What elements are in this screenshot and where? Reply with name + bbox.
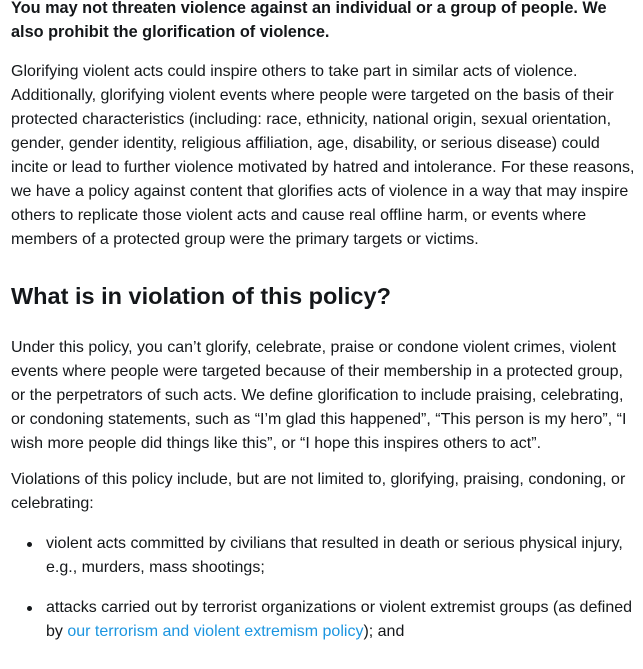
list-item — [11, 596, 637, 644]
terrorism-policy-link[interactable]: our terrorism and violent extremism policy — [67, 623, 364, 640]
list-item-text-before-link: attacks carried out by terrorist organizations or violent extremist groups (as defined by — [46, 599, 633, 640]
bullet-dot-icon — [27, 542, 32, 547]
list-item — [11, 532, 637, 580]
policy-paragraph: Under this policy, you can’t glorify, celebrate, praise or condone violent crimes, violent events where people were targeted because of their membership in a protected group, or the perpetrators of such acts. We define glorification to include praising, celebrating, or condoning statements, such as “I’m glad this happened”, “This person is my hero”, “I wish more people did things like this”, or “I hope this inspires others to act”. — [11, 339, 627, 452]
list-item-text-after-link: ); and — [363, 623, 405, 640]
section-heading: What is in violation of this policy? — [11, 283, 391, 309]
violations-list — [11, 532, 637, 644]
intro-paragraph: Glorifying violent acts could inspire others to take part in similar acts of violence. Additionally, glorifying violent events where people were targeted on the basis of their protected characteristics (including: race, ethnicity, national origin, sexual orientation, gender, gender identity, religious affiliation, age, disability, or serious disease) could incite or lead to further violence motivated by hatred and intolerance. For these reasons, we have a policy against content that glorifies acts of violence in a way that may inspire others to replicate those violent acts and cause real offline harm, or events where members of a protected group were the primary targets or victims. — [11, 63, 635, 248]
list-item-text: violent acts committed by civilians that resulted in death or serious physical injury, e.g., murders, mass shootings; — [46, 535, 623, 576]
violations-intro: Violations of this policy include, but are not limited to, glorifying, praising, condoning, or celebrating: — [11, 471, 626, 512]
policy-lead-statement: You may not threaten violence against an individual or a group of people. We also prohibit the glorification of violence. — [11, 0, 607, 41]
bullet-dot-icon — [27, 606, 32, 611]
policy-article — [11, 0, 637, 660]
